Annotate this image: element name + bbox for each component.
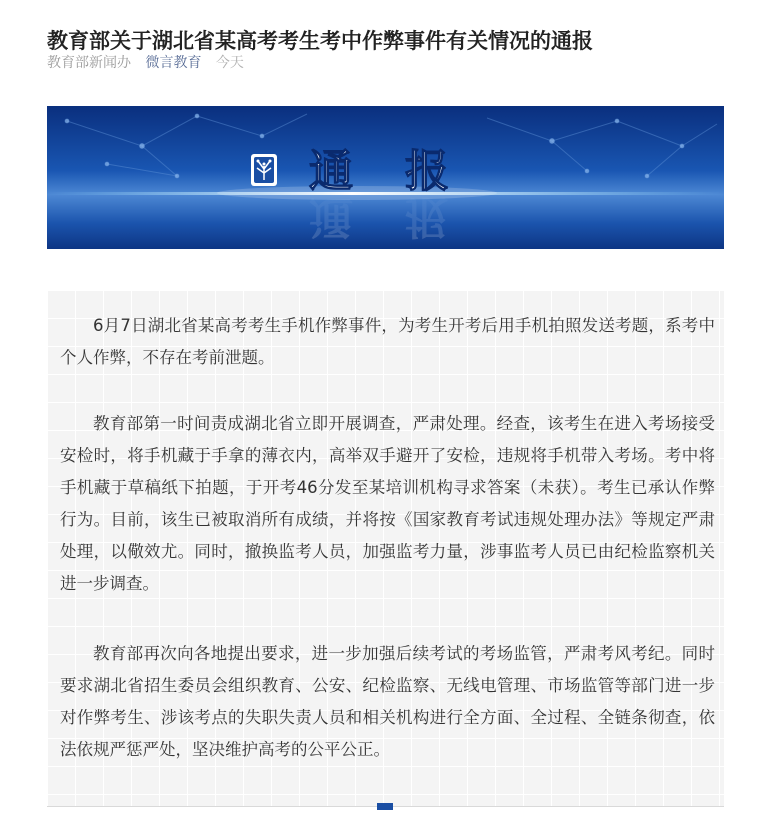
account-name-link[interactable]: 微言教育 [145, 55, 202, 71]
education-emblem-icon [251, 154, 277, 186]
body-paragraph: 6月7日湖北省某高考考生手机作弊事件，为考生开考后用手机拍照发送考题，系考中个人作弊，不存在考前泄题。 [60, 316, 715, 367]
article-meta [47, 53, 254, 73]
article-body [47, 290, 724, 806]
banner-title-reflection: 通 报 [309, 191, 453, 242]
article-title: 教育部关于湖北省某高考考生考中作弊事件有关情况的通报 [47, 29, 593, 54]
banner-graphic [47, 106, 724, 249]
divider-accent-mark [377, 803, 393, 810]
notice-banner [47, 106, 724, 249]
body-paragraph: 教育部第一时间责成湖北省立即开展调查，严肃处理。经查，该考生在进入考场接受安检时，将手机藏于手拿的薄衣内，高举双手避开了安检，违规将手机带入考场。考中将手机藏于草稿纸下拍题，于开考46分发至某培训机构寻求答案（未获）。考生已承认作弊行为。目前，该生已被取消所有成绩，并将按《国家教育考试违规处理办法》等规定严肃处理，以儆效尤。同时，撤换监考人员，加强监考力量，涉事监考人员已由纪检监察机关进一步调查。 [60, 414, 715, 593]
banner-title: 通 报 [309, 146, 453, 197]
article-author: 教育部新闻办 [47, 55, 131, 71]
publish-date: 今天 [215, 55, 244, 71]
body-paragraph: 教育部再次向各地提出要求，进一步加强后续考试的考场监管，严肃考风考纪。同时要求湖北省招生委员会组织教育、公安、纪检监察、无线电管理、市场监管等部门进一步对作弊考生、涉该考点的失职失责人员和相关机构进行全方面、全过程、全链条彻查，依法依规严惩严处，坚决维护高考的公平公正。 [60, 644, 715, 759]
